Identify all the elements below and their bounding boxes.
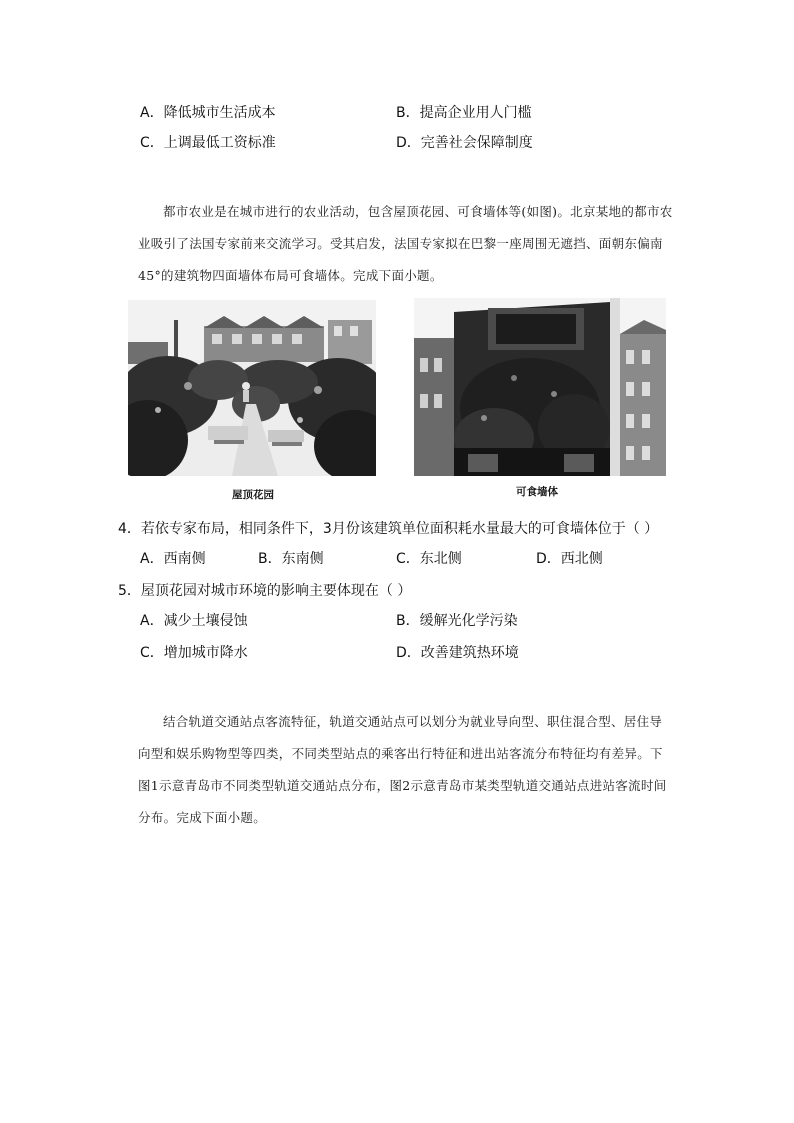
edible-wall-photo [414, 298, 666, 476]
q5-option-c: C．增加城市降水 [140, 645, 248, 661]
q3-option-b: B．提高企业用人门槛 [396, 105, 532, 121]
q3-option-d: D．完善社会保障制度 [396, 135, 533, 151]
rooftop-garden-caption: 屋顶花园 [232, 489, 274, 501]
q4-option-b: B．东南侧 [258, 551, 324, 567]
question-5-stem: 5．屋顶花园对城市环境的影响主要体现在（ ） [118, 583, 412, 599]
rooftop-garden-photo [128, 300, 376, 476]
q5-option-a: A．减少土壤侵蚀 [140, 613, 248, 629]
q5-option-d: D．改善建筑热环境 [396, 645, 519, 661]
q4-option-d: D．西北侧 [536, 551, 603, 567]
q5-option-b: B．缓解光化学污染 [396, 613, 518, 629]
question-4-stem: 4．若依专家布局，相同条件下，3月份该建筑单位面积耗水量最大的可食墙体位于（ ） [118, 521, 659, 537]
q3-option-c: C．上调最低工资标准 [140, 135, 276, 151]
passage-rail-transit: 结合轨道交通站点客流特征，轨道交通站点可以划分为就业导向型、职住混合型、居住导向型和娱乐购物型等四类，不同类型站点的乘客出行特征和进出站客流分布特征均有差异。下图1示意青岛市不同类型轨道交通站点分布，图2示意青岛市某类型轨道交通站点进站客流时间分布。完成下面小题。 [138, 714, 667, 825]
q3-option-a: A．降低城市生活成本 [140, 105, 276, 121]
passage-urban-agriculture: 都市农业是在城市进行的农业活动，包含屋顶花园、可食墙体等(如图)。北京某地的都市农业吸引了法国专家前来交流学习。受其启发，法国专家拟在巴黎一座周围无遮挡、面朝东偏南45°的建筑物四面墙体布局可食墙体。完成下面小题。 [138, 204, 673, 283]
q4-option-c: C．东北侧 [396, 551, 462, 567]
edible-wall-caption: 可食墙体 [516, 486, 558, 498]
q4-option-a: A．西南侧 [140, 551, 206, 567]
